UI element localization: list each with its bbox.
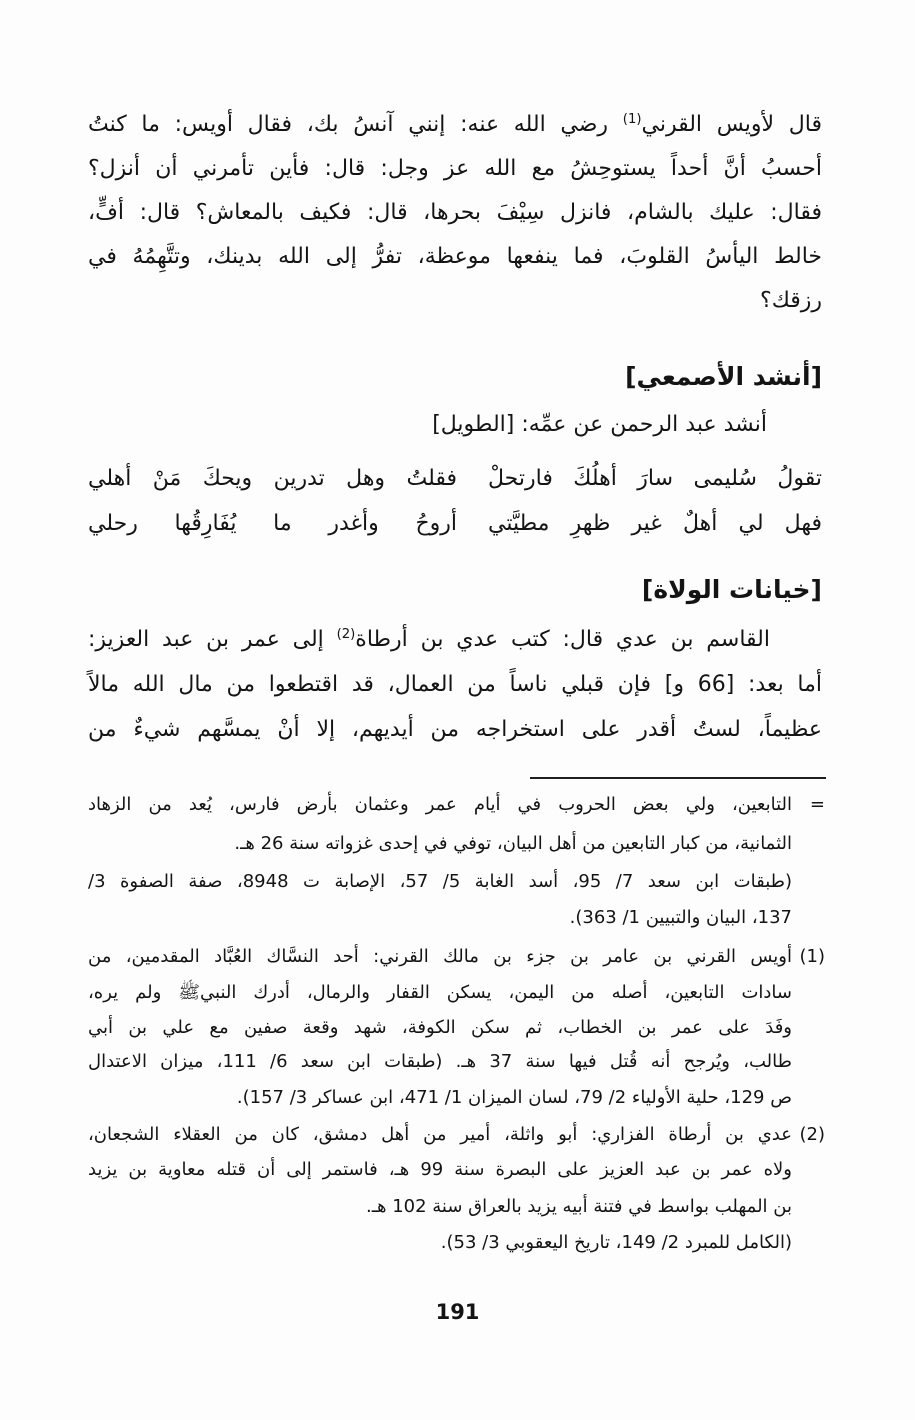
paragraph-line: أما بعد: [66 و] فإن قبلي ناساً من العمال، قد اقتطعوا من مال الله مالاً bbox=[88, 672, 822, 697]
text-run: القاسم بن عدي قال: كتب عدي بن أرطاة bbox=[355, 627, 770, 652]
footnote-line: (الكامل للمبرد 2/ 149، تاريخ اليعقوبي 3/ 53). bbox=[440, 1232, 792, 1253]
footnote-line: ص 129، حلية الأولياء 2/ 79، لسان الميزان 1/ 471، ابن عساكر 3/ 157). bbox=[236, 1087, 792, 1108]
section-heading: [خيانات الولاة] bbox=[641, 575, 822, 604]
paragraph-line: رزقك؟ bbox=[760, 288, 822, 313]
verse-first-hemistich: تقولُ سُليمى سارَ أهلُكَ فارتحلْ bbox=[488, 466, 822, 491]
verse-second-hemistich: فقلتُ وهل تدرين ويحكَ مَنْ أهلي bbox=[88, 466, 457, 491]
text-run: قال لأويس القرني bbox=[641, 112, 823, 137]
paragraph-line: أحسبُ أنَّ أحداً يستوحِشُ مع الله عز وجل: قال: فأين تأمرني أن أنزل؟ bbox=[88, 156, 822, 181]
poem-intro: أنشد عبد الرحمن عن عمِّه: [الطويل] bbox=[432, 412, 767, 437]
footnote-line: بن المهلب بواسط في فتنة أبيه يزيد بالعراق سنة 102 هـ. bbox=[365, 1196, 792, 1217]
footnote-reference: (2) bbox=[336, 627, 356, 643]
footnote-line: الثمانية، من كبار التابعين من أهل البيان، توفي في إحدى غزواته سنة 26 هـ. bbox=[234, 833, 792, 854]
verse-first-hemistich: فهل لي أهلٌ غير ظهرِ مطيَّتي bbox=[488, 511, 822, 536]
paragraph-line: عظيماً، لستُ أقدر على استخراجه من أيديهم، إلا أنْ يمسَّهم شيءٌ من bbox=[88, 717, 822, 742]
footnote-line: طالب، ويُرجح أنه قُتل فيها سنة 37 هـ. (طبقات ابن سعد 6/ 111، ميزان الاعتدال bbox=[88, 1051, 792, 1072]
footnote-marker: (2) bbox=[799, 1124, 825, 1145]
footnote-line: (طبقات ابن سعد 7/ 95، أسد الغابة 5/ 57، الإصابة ت 8948، صفة الصفوة 3/ bbox=[88, 871, 792, 892]
footnote-rule bbox=[530, 777, 826, 779]
verse-second-hemistich: أروحُ وأغدر ما يُفَارِقُها رحلي bbox=[88, 511, 457, 536]
footnote-reference: (1) bbox=[622, 112, 642, 128]
footnote-line: 137، البيان والتبيين 1/ 363). bbox=[569, 907, 792, 928]
footnote-marker: (1) bbox=[799, 946, 825, 967]
paragraph-line: خالط اليأسُ القلوبَ، فما ينفعها موعظة، تفرُّ إلى الله بدينك، وتتَّهِمُهُ في bbox=[88, 244, 822, 269]
footnote-marker: = bbox=[809, 794, 825, 815]
section-heading: [أنشد الأصمعي] bbox=[625, 362, 822, 391]
footnote-line: أويس القرني بن عامر بن جزء بن مالك القرني: أحد النسَّاك العُبَّاد المقدمين، من bbox=[88, 946, 792, 967]
footnote-line: التابعين، ولي بعض الحروب في أيام عمر وعثمان بأرض فارس، يُعد من الزهاد bbox=[88, 794, 792, 815]
page-number: 191 bbox=[435, 1300, 480, 1324]
footnote-line: عدي بن أرطاة الفزاري: أبو واثلة، أمير من أهل دمشق، كان من العقلاء الشجعان، bbox=[88, 1124, 792, 1145]
paragraph-line bbox=[88, 105, 822, 145]
paragraph-line: فقال: عليك بالشام، فانزل سِيْفَ بحرها، قال: فكيف بالمعاش؟ قال: أفٍّ، bbox=[88, 200, 822, 225]
text-run: إلى عمر بن عبد العزيز: bbox=[88, 627, 337, 652]
footnote-line: سادات التابعين، أصله من اليمن، يسكن القفار والرمال، أدرك النبيﷺ ولم يره، bbox=[88, 982, 792, 1003]
footnote-line: وفَدَ على عمر بن الخطاب، ثم سكن الكوفة، شهد وقعة صفين مع علي بن أبي bbox=[88, 1017, 792, 1038]
footnote-line: ولاه عمر بن عبد العزيز على البصرة سنة 99 هـ، فاستمر إلى أن قتله معاوية بن يزيد bbox=[88, 1159, 793, 1180]
text-run: رضي الله عنه: إنني آنسُ بك، فقال أويس: ما كنتُ bbox=[88, 112, 623, 137]
paragraph-line bbox=[88, 620, 770, 660]
